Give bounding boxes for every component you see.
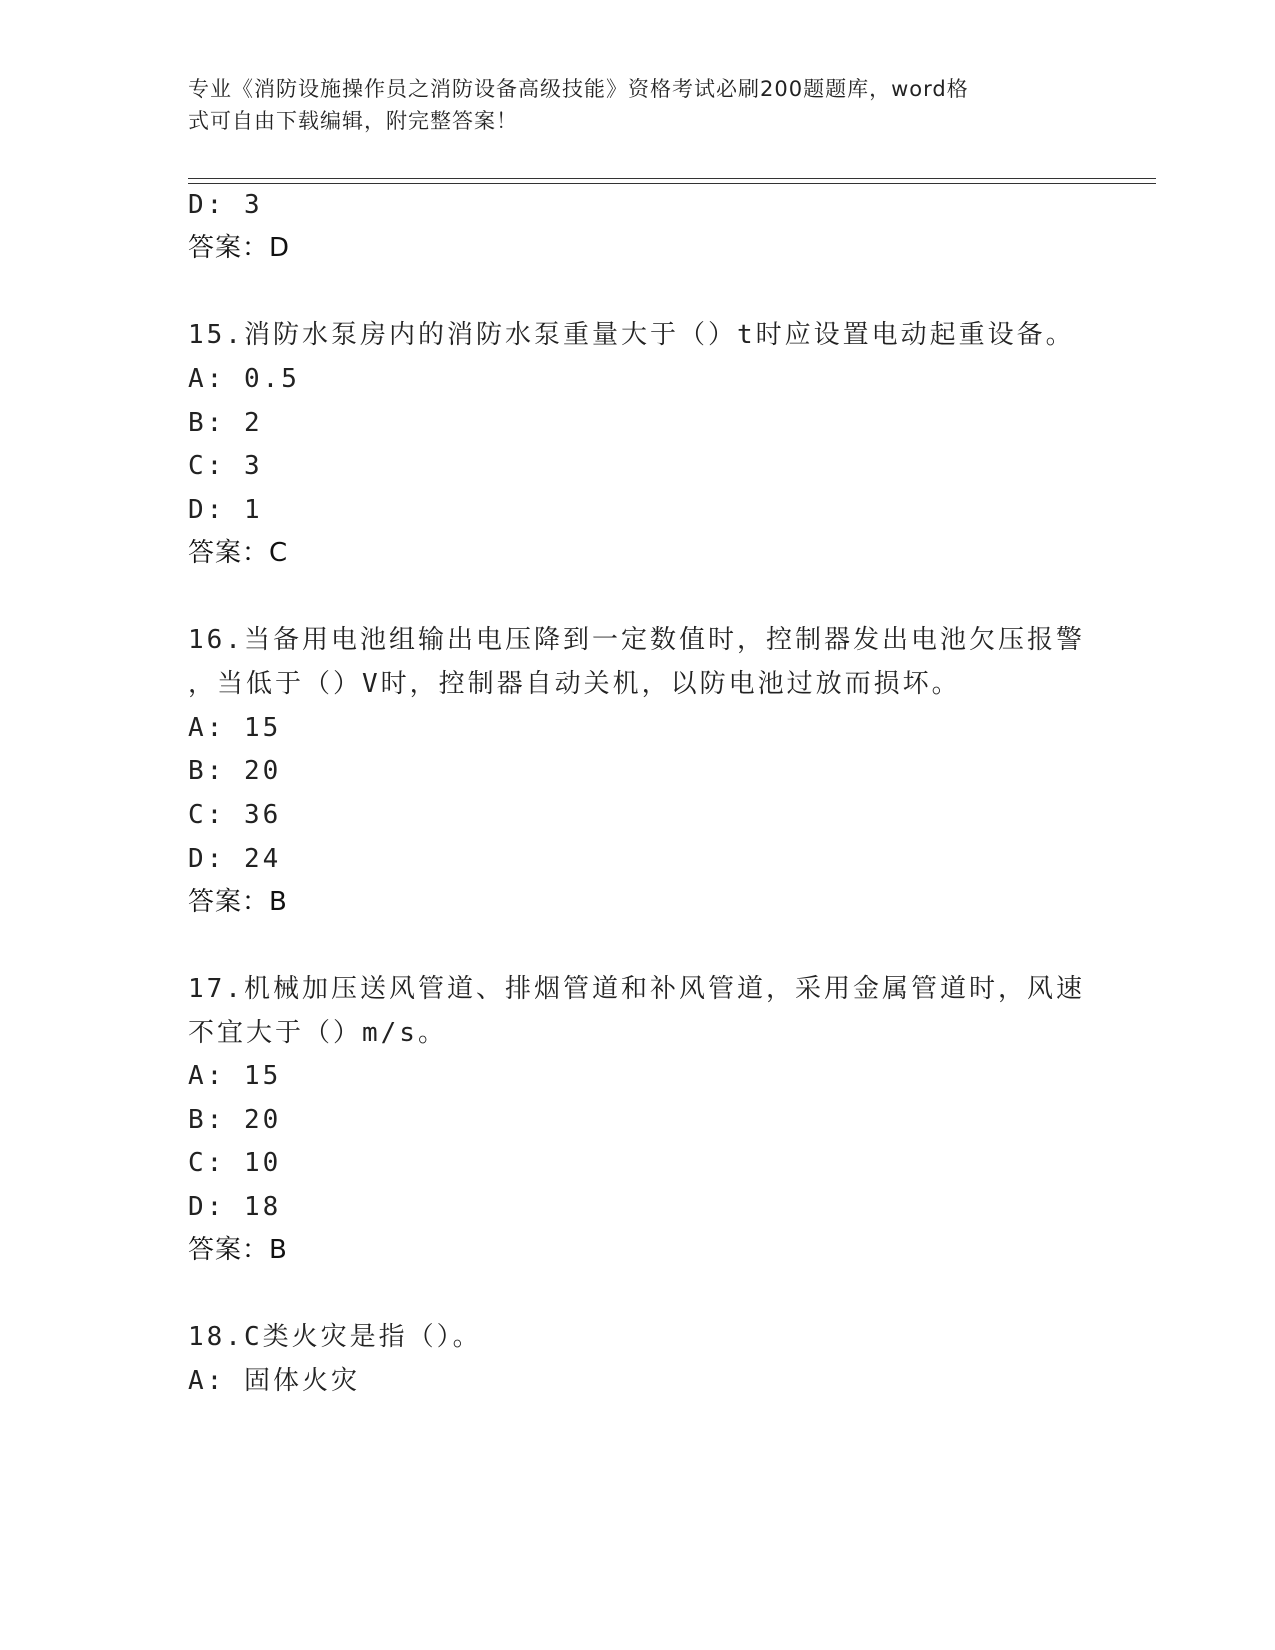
q15-stem: 15.消防水泵房内的消防水泵重量大于（）t时应设置电动起重设备。 — [188, 320, 1075, 350]
q14-answer: 答案：D — [188, 233, 291, 263]
q18-stem: 18.C类火灾是指（）。 — [188, 1322, 482, 1352]
q14-option-d: D: 3 — [188, 190, 263, 220]
q16-option-d: D: 24 — [188, 844, 282, 874]
header-divider-bottom — [188, 183, 1156, 184]
header-line-1: 专业《消防设施操作员之消防设备高级技能》资格考试必刷200题题库，word格 — [188, 77, 969, 101]
q16-answer: 答案：B — [188, 887, 288, 917]
q15-answer: 答案：C — [188, 538, 289, 568]
document-header — [188, 73, 1088, 137]
q16-stem-line-1: 16.当备用电池组输出电压降到一定数值时，控制器发出电池欠压报警 — [188, 625, 1085, 655]
q16-stem-line-2: ，当低于（）V时，控制器自动关机，以防电池过放而损坏。 — [188, 669, 961, 699]
q17-stem-line-1: 17.机械加压送风管道、排烟管道和补风管道，采用金属管道时，风速 — [188, 974, 1085, 1004]
q15-option-c: C: 3 — [188, 451, 263, 481]
header-line-2: 式可自由下载编辑，附完整答案！ — [188, 109, 518, 133]
q17-option-a: A: 15 — [188, 1061, 282, 1091]
q17-answer: 答案：B — [188, 1235, 288, 1265]
q15-option-a: A: 0.5 — [188, 364, 300, 394]
q16-option-a: A: 15 — [188, 713, 282, 743]
q16-option-c: C: 36 — [188, 800, 282, 830]
q15-option-b: B: 2 — [188, 408, 263, 438]
q17-option-b: B: 20 — [188, 1105, 282, 1135]
q15-option-d: D: 1 — [188, 495, 263, 525]
q17-option-c: C: 10 — [188, 1148, 282, 1178]
q18-option-a: A: 固体火灾 — [188, 1366, 360, 1396]
header-divider-top — [188, 178, 1156, 179]
q17-option-d: D: 18 — [188, 1192, 282, 1222]
q16-option-b: B: 20 — [188, 756, 282, 786]
q17-stem-line-2: 不宜大于（）m/s。 — [188, 1018, 447, 1048]
